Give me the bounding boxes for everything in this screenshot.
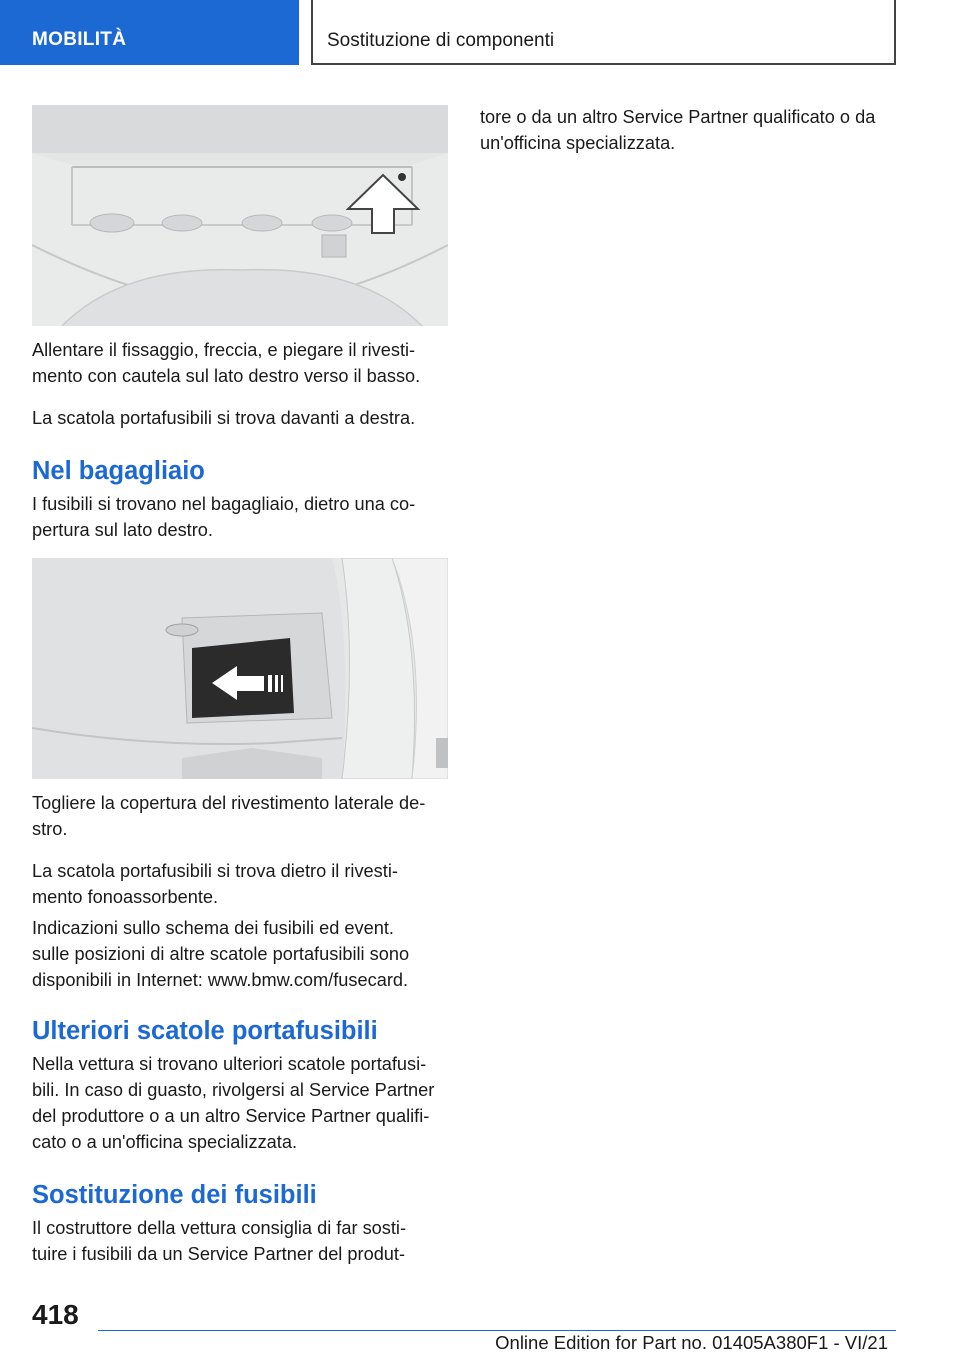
para3-line-a: La scatola portafusibili si trova dietro il rivesti-: [32, 861, 398, 881]
right-line-a: tore o da un altro Service Partner qualificato o da: [480, 107, 876, 127]
para4-line-a: Indicazioni sullo schema dei fusibili ed event.: [32, 918, 394, 938]
trunk-cover-drawing: [32, 558, 448, 779]
para-replace-fuses: [32, 1215, 448, 1267]
para5-line-d: cato o a un'officina specializzata.: [32, 1132, 297, 1152]
para3-line-b: mento fonoassorbente.: [32, 887, 219, 907]
caption2-line-a: Togliere la copertura del rivestimento laterale de-: [32, 793, 426, 813]
illustration-panel-fastener: [32, 105, 448, 326]
heading-sostituzione-fusibili: Sostituzione dei fusibili: [32, 1181, 317, 1209]
section-title: MOBILITÀ: [32, 29, 127, 50]
panel-fastener-drawing: [32, 105, 448, 326]
caption-line-1b: mento con cautela sul lato destro verso il basso.: [32, 366, 421, 386]
illustration-trunk-cover: [32, 558, 448, 779]
para-fuses-in-trunk: [32, 491, 448, 543]
para6-line-a: Il costruttore della vettura consiglia di far sosti-: [32, 1218, 407, 1238]
para4-line-b: sulle posizioni di altre scatole portafusibili sono: [32, 944, 410, 964]
para6-line-b: tuire i fusibili da un Service Partner del produt-: [32, 1244, 406, 1264]
para5-line-b: bili. In caso di guasto, rivolgersi al Service Partner: [32, 1080, 435, 1100]
page-number: 418: [32, 1299, 79, 1330]
para5-line-a: Nella vettura si trovano ulteriori scatole portafusi-: [32, 1054, 427, 1074]
right-line-b: un'officina specializzata.: [480, 133, 676, 153]
footer-divider: [98, 1330, 896, 1331]
para-right-continuation: [480, 104, 900, 156]
para4-line-c: disponibili in Internet: www.bmw.com/fusecard.: [32, 970, 409, 990]
para5-line-c: del produttore o a un altro Service Partner qualifi-: [32, 1106, 430, 1126]
caption2-line-b: stro.: [32, 819, 68, 839]
para2-line-a: I fusibili si trovano nel bagagliaio, dietro una co-: [32, 494, 416, 514]
para-additional-fuse-boxes: [32, 1051, 448, 1155]
chapter-tab: [311, 0, 896, 65]
para-fuse-box-front-right: La scatola portafusibili si trova davanti a destra.: [32, 408, 416, 428]
heading-nel-bagagliaio: Nel bagagliaio: [32, 457, 205, 485]
chapter-title: Sostituzione di componenti: [327, 30, 555, 51]
section-tab: [0, 0, 299, 65]
para-fuse-box-behind-lining: [32, 858, 448, 910]
edition-note: Online Edition for Part no. 01405A380F1 - VI/21: [495, 1332, 888, 1353]
caption-loosen-fastener: [32, 337, 448, 389]
para2-line-b: pertura sul lato destro.: [32, 520, 213, 540]
caption-line-1a: Allentare il fissaggio, freccia, e piegare il rivesti-: [32, 340, 416, 360]
heading-ulteriori-scatole: Ulteriori scatole portafusibili: [32, 1017, 378, 1045]
caption-remove-cover: [32, 790, 448, 842]
para-fusecard-info: [32, 915, 448, 993]
